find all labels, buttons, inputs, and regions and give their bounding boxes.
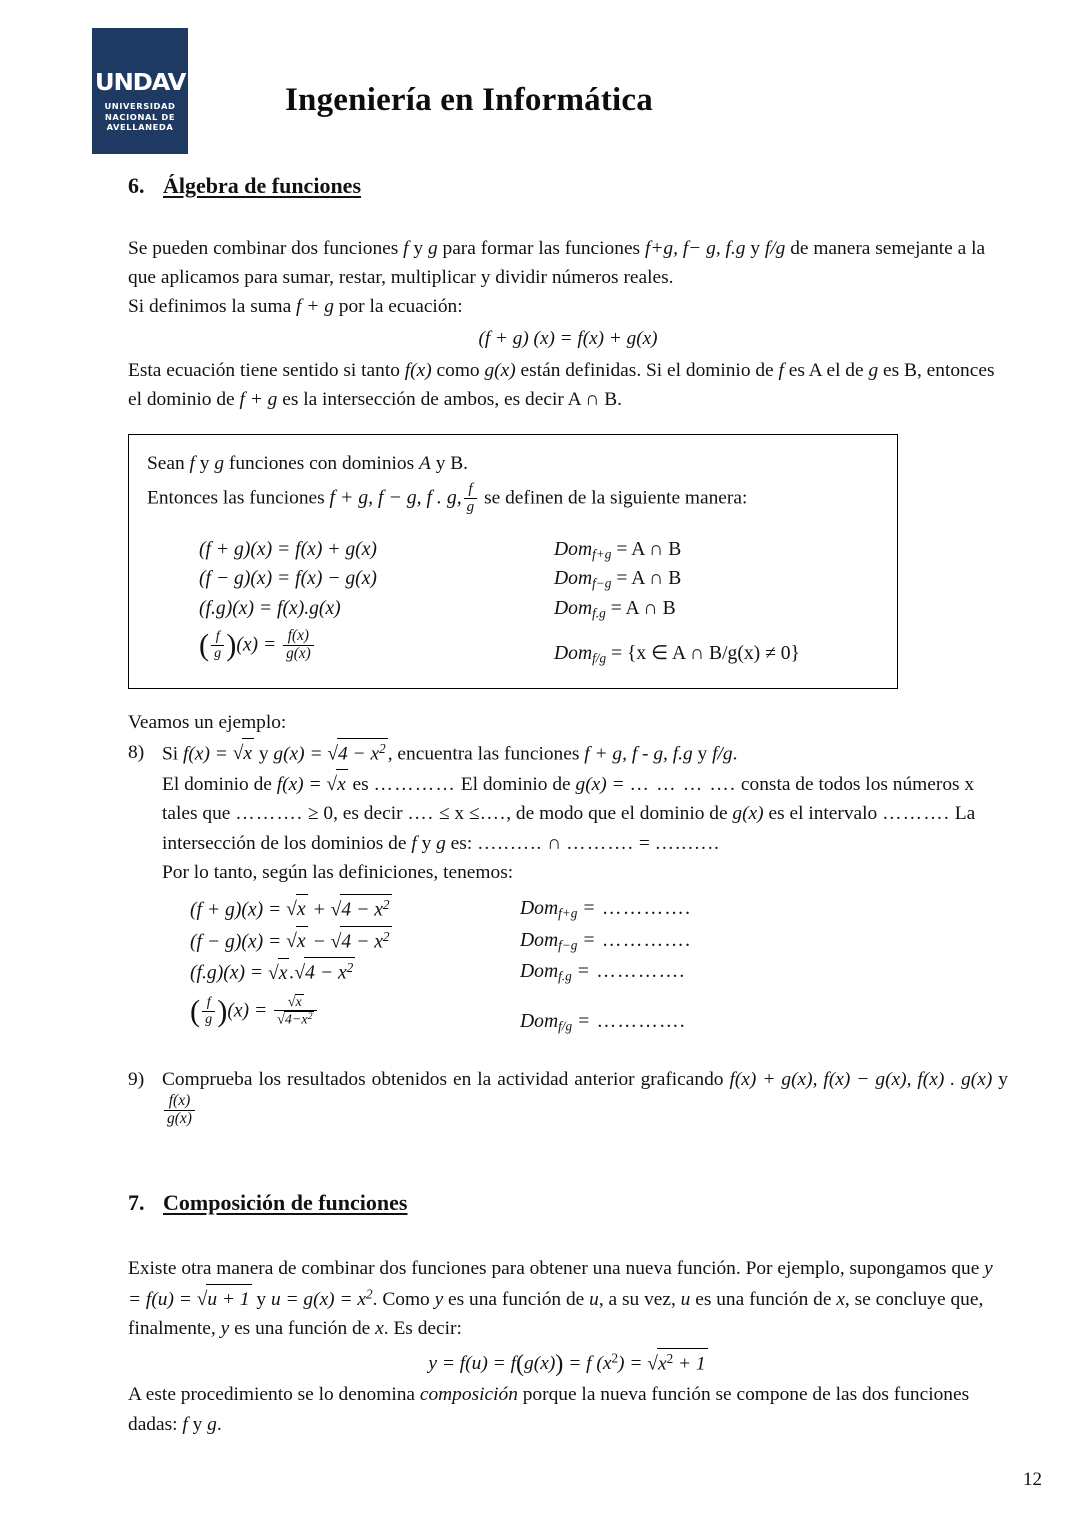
defbox-dom-sub-2: f−g (592, 575, 612, 591)
exercise-8-line-3: Por lo tanto, según las definiciones, tenemos: (162, 862, 514, 884)
defbox-dom-base-4: Dom (554, 643, 593, 665)
defbox-domain-1 (554, 536, 879, 564)
equation-sum-definition: (f + g) (x) = f(x) + g(x) (478, 327, 658, 349)
ex8-l1-sqrt-4x2: $√4 - x^2$ (327, 738, 387, 769)
ex8-l1-b: y (254, 743, 274, 765)
comp-p1-a: Existe otra manera de combinar dos funciones para obtener una nueva función. Por ejemplo, supongamos que (128, 1258, 985, 1280)
intro-paragraph-1 (128, 234, 1008, 293)
ex8-dom-sub-3: f.g (558, 969, 572, 984)
defbox-line-1 (147, 449, 879, 478)
ex8-l2-dots-3: ………. (235, 803, 304, 825)
intro-p3-fplusg: f + g (239, 389, 278, 411)
exercise-9 (128, 1065, 1008, 1129)
comp-p2-f: f (182, 1413, 188, 1435)
ex8-l2-a: El dominio de (162, 773, 277, 795)
comp-p1-b: y (251, 1288, 271, 1310)
comp-p1-c: . Como (372, 1288, 435, 1310)
composition-paragraph-1 (128, 1254, 1008, 1343)
ex8-dom-base-2: Dom (520, 929, 559, 951)
defbox-l2-b: se definen de la siguiente manera: (479, 487, 748, 509)
ex8-l2-dots-1: ………… (373, 773, 456, 795)
intro-p1-g: g (427, 237, 438, 259)
ex8-l2-g: , de modo que el dominio de (506, 803, 733, 825)
intro-p1-f: f (403, 237, 409, 259)
intro-p1-a: Se pueden combinar dos funciones (128, 237, 404, 259)
exercise-8-marker: 8) (128, 741, 145, 763)
page-content (128, 172, 1008, 1439)
ex8-l2-d: consta de todos los números x tales que (162, 773, 975, 825)
ex8-l2-dots-9: …..….. (654, 832, 720, 854)
page-header (0, 0, 1080, 170)
intro-p1-e: de manera semejante a la que aplicamos para sumar, restar, multiplicar y dividir números reales. (128, 237, 986, 288)
intro-p3-fx: f(x) (404, 359, 432, 381)
page-number: 12 (1023, 1469, 1042, 1490)
comp-p2-c: y (187, 1413, 208, 1435)
ex8-l1-gx: g(x) = (273, 743, 328, 765)
ex8-l2-m: = (633, 832, 655, 854)
ex8-l2-f: ≤ x ≤ (434, 803, 480, 825)
ex8-l1-sqrt4-exp: 2 (379, 740, 386, 756)
ex8-domain-3 (520, 957, 1008, 987)
ex8-l2-h: es el intervalo (763, 803, 883, 825)
ex8-domain-2 (520, 926, 1008, 956)
defbox-dom-base-3: Dom (554, 597, 593, 619)
ex8-l2-g2: g (436, 832, 446, 854)
ex8-l2-gx2: g(x) (732, 803, 764, 825)
defbox-formula-left-1: (f + g)(x) = f(x) + g(x) (199, 538, 377, 560)
ex8-dom-sub-4: f/g (558, 1018, 573, 1034)
comp-p1-x2-exp: 2 (366, 1286, 373, 1302)
ex8-l1-sqrt4-radicand (337, 738, 388, 769)
ex8-l1-a: Si (162, 743, 184, 765)
comp-p1-g: , se concluye que, finalmente, (128, 1288, 984, 1340)
defbox-l1-d: y B. (430, 452, 469, 474)
intro-paragraph-2 (128, 292, 1008, 321)
comp-p1-ui: u (589, 1288, 599, 1310)
ex8-dom-base-4: Dom (520, 1011, 559, 1033)
comp-p1-u: u = g(x) = (270, 1288, 358, 1310)
comp-p1-d: es una función de (443, 1288, 590, 1310)
defbox-dom-sub-4: f/g (592, 650, 607, 666)
definition-box (128, 434, 898, 690)
comp-p1-h: es una función de (229, 1318, 376, 1340)
defbox-formula-left-4: ( $\frac{f}{g}$ )(x) = $\frac{f(x)}{g(x)}$ (199, 624, 554, 663)
ex8-l1-fg: f/g (712, 743, 733, 765)
defbox-l1-a: Sean (147, 452, 190, 474)
ex8-l2-l: ∩ (542, 832, 567, 854)
defbox-l1-A: A (419, 452, 431, 474)
defbox-dom-sub-3: f.g (592, 605, 606, 621)
ex9-text-a: Comprueba los resultados obtenidos en la actividad anterior graficando (162, 1068, 730, 1090)
ex8-l2-sqrt-x: √x (326, 769, 347, 799)
intro-p3-a: Esta ecuación tiene sentido si tanto (128, 359, 405, 381)
exercise-8 (128, 738, 1008, 888)
comp-p1-sqrt: √u + 1 (197, 1284, 252, 1314)
ex8-domain-4 (520, 989, 1008, 1037)
logo-wordmark: UNDAV (94, 70, 186, 96)
ex8-l1-fx: f(x) = (183, 743, 233, 765)
intro-p3-gx: g(x) (484, 359, 516, 381)
defbox-l1-b: y (194, 452, 215, 474)
defbox-dom-base-2: Dom (554, 568, 593, 590)
ex8-dom-rest-1: = …………. (577, 897, 692, 919)
ex8-l2-dots-7: …..….. (477, 832, 543, 854)
ex8-dom-sub-2: f−g (558, 937, 578, 953)
defbox-domain-4 (554, 624, 879, 668)
ex8-dom-base-3: Dom (520, 961, 559, 983)
defbox-l2-functions: f + g, f − g, f . g, (329, 486, 462, 509)
document-title: Ingeniería en Informática (285, 82, 653, 118)
logo-subtitle-line-2: NACIONAL DE (104, 111, 176, 122)
exercise-8-formula-grid (190, 894, 1008, 1037)
composition-paragraph-2 (128, 1380, 1008, 1439)
ex8-l2-fx: f(x) = (276, 773, 327, 795)
exercise-9-marker: 9) (128, 1068, 145, 1090)
comp-p1-f: es una función de (690, 1288, 837, 1310)
comp-p2-a: A este procedimiento se lo denomina (128, 1384, 420, 1406)
intro-p3-e: es B, entonces el dominio de (128, 359, 995, 411)
defbox-formula-left-3: (f.g)(x) = f(x).g(x) (199, 597, 341, 619)
ex8-formula-left-4: ( $\frac{f}{g}$ )(x) = $\frac{√x}{√4-x^2}$ (190, 989, 520, 1029)
comp-p1-x2: x (357, 1288, 367, 1310)
section-6-number: 6. (128, 173, 145, 198)
comp-p1-yi2: y (220, 1318, 230, 1340)
defbox-l1-g: g (214, 452, 225, 474)
ex9-math-a: f(x) + g(x), f(x) − g(x), f(x) . g(x) (729, 1068, 993, 1090)
intro-p3-c: están definidas. Si el dominio de (515, 359, 779, 381)
defbox-dom-base-1: Dom (554, 538, 593, 560)
intro-paragraph-3 (128, 356, 1008, 415)
intro-p3-g: g (868, 359, 879, 381)
comp-p1-ui2: u (680, 1288, 691, 1310)
intro-p1-fg: f/g (764, 237, 786, 259)
defbox-l1-c: funciones con dominios (224, 452, 419, 474)
ex8-l2-c: El dominio de (455, 773, 576, 795)
defbox-domain-3 (554, 595, 879, 623)
definition-formula-grid (199, 536, 879, 669)
section-7-number: 7. (128, 1189, 145, 1215)
intro-p2-math: f + g (296, 296, 334, 318)
exercise-8-line-1 (162, 738, 1008, 769)
ex8-l2-dots-5: …. (479, 803, 507, 825)
logo-subtitle-line-1: UNIVERSIDAD (104, 101, 176, 111)
example-lead: Veamos un ejemplo: (128, 712, 287, 734)
intro-p3-b: como (431, 359, 485, 381)
ex9-frac-num: f(x) (168, 1092, 191, 1110)
ex8-l2-b: es (347, 773, 374, 795)
section-6-title: Álgebra de funciones (163, 173, 361, 198)
defbox-dom-rest-3: = A ∩ B (605, 597, 676, 619)
ex8-l2-dots-6: ………. (882, 803, 950, 825)
exercise-9-content (162, 1065, 1008, 1129)
ex8-l2-f2: f (411, 832, 417, 854)
ex9-fraction (164, 1093, 195, 1128)
ex9-text-b: y (992, 1068, 1008, 1090)
ex8-l2-dots-8: ………. (566, 832, 634, 854)
defbox-dom-rest-1: = A ∩ B (611, 538, 682, 560)
exercise-8-line-2 (162, 769, 1008, 858)
defbox-dom-rest-4: = {x ∈ A ∩ B/g(x) ≠ 0} (606, 643, 800, 665)
comp-p1-y: y = f(u) = (128, 1258, 993, 1310)
ex8-l1-c: , encuentra las funciones (387, 743, 585, 765)
ex8-l2-dots-2: … … … …. (629, 773, 737, 795)
ex8-l1-sqrt-x: √x (233, 738, 254, 768)
ex8-l1-sqrt4-body: 4 − x (338, 743, 380, 765)
comp-p2-d: . (216, 1413, 222, 1435)
defbox-dom-rest-2: = A ∩ B (611, 568, 682, 590)
comp-p2-g: g (207, 1413, 217, 1435)
intro-p2-a: Si definimos la suma (128, 296, 297, 318)
ex8-l1-sqrtx-radicand: x (242, 738, 254, 768)
intro-p3-f: f (778, 359, 784, 381)
defbox-l2-frac-den: g (464, 498, 478, 515)
comp-p1-sqrt-radicand: u + 1 (206, 1284, 251, 1314)
intro-p3-d: es A el de (783, 359, 869, 381)
undav-logo (92, 28, 188, 154)
ex8-formula-left-1: $(f + g)(x) = √x + √4 - x^2$ (190, 894, 520, 925)
intro-p1-functions: f+g, f− g, f.g (644, 237, 746, 259)
defbox-l2-fraction (464, 481, 478, 515)
ex8-l2-k: es: (445, 832, 478, 854)
comp-p1-e: , a su vez, (598, 1288, 681, 1310)
ex8-l2-sqrtx-radicand: x (336, 769, 348, 799)
ex8-l1-d: y (692, 743, 713, 765)
logo-subtitle-line-3: AVELLANEDA (106, 122, 174, 133)
defbox-dom-sub-1: f+g (592, 546, 612, 562)
comp-p1-i: . Es decir: (383, 1318, 462, 1340)
ex8-l2-dots-4: …. (407, 803, 435, 825)
defbox-line-2 (147, 482, 879, 516)
ex8-l2-gx: g(x) = (575, 773, 630, 795)
comp-p1-yi: y (434, 1288, 444, 1310)
section-7-heading (128, 1189, 1008, 1217)
ex8-dom-sub-1: f+g (558, 905, 578, 921)
comp-p1-xi: x (836, 1288, 845, 1310)
ex8-l2-e: ≥ 0, es decir (303, 803, 408, 825)
defbox-domain-2 (554, 565, 879, 593)
intro-p1-c: para formar las funciones (437, 237, 645, 259)
ex8-l1-fns: f + g, f - g, f.g (584, 743, 693, 765)
section-7-title: Composición de funciones (163, 1189, 408, 1215)
logo-subtitle (92, 101, 188, 133)
ex8-l1-e: . (732, 743, 738, 765)
ex8-dom-rest-2: = …………. (577, 929, 692, 951)
defbox-l2-frac-num: f (468, 481, 473, 498)
section-6-heading (128, 172, 1008, 200)
intro-p1-d: y (745, 237, 765, 259)
ex8-dom-rest-3: = …………. (571, 961, 686, 983)
defbox-l2-a: Entonces las funciones (147, 487, 330, 509)
ex8-l2-i: La intersección de los dominios de (162, 803, 976, 854)
defbox-l1-f: f (189, 452, 195, 474)
intro-p3-f2: es la intersección de ambos, es decir A ∩ B. (277, 389, 622, 411)
defbox-formula-left-2: (f − g)(x) = f(x) − g(x) (199, 568, 377, 590)
ex8-dom-base-1: Dom (520, 897, 559, 919)
ex8-dom-rest-4: = …………. (572, 1011, 686, 1033)
intro-p2-b: por la ecuación: (333, 296, 463, 318)
comp-p2-b: porque la nueva función se compone de las dos funciones dadas: (128, 1384, 970, 1435)
ex9-frac-den: g(x) (164, 1110, 195, 1128)
ex8-domain-1 (520, 894, 1008, 924)
intro-p1-b: y (408, 237, 428, 259)
exercise-8-content (162, 738, 1008, 888)
comp-p1-xi2: x (375, 1318, 384, 1340)
ex8-formula-left-3: (f.g)(x) = √x $.√4 - x^2$ (190, 957, 520, 988)
equation-composition: y = f(u) = f(g(x)) = f $(x^2) = √x^2 + 1$ (128, 1348, 1008, 1378)
comp-p2-emphasis: composición (419, 1384, 518, 1406)
ex8-formula-left-2: $(f - g)(x) = √x - √4 - x^2$ (190, 926, 520, 957)
ex8-l2-j: y (416, 832, 437, 854)
